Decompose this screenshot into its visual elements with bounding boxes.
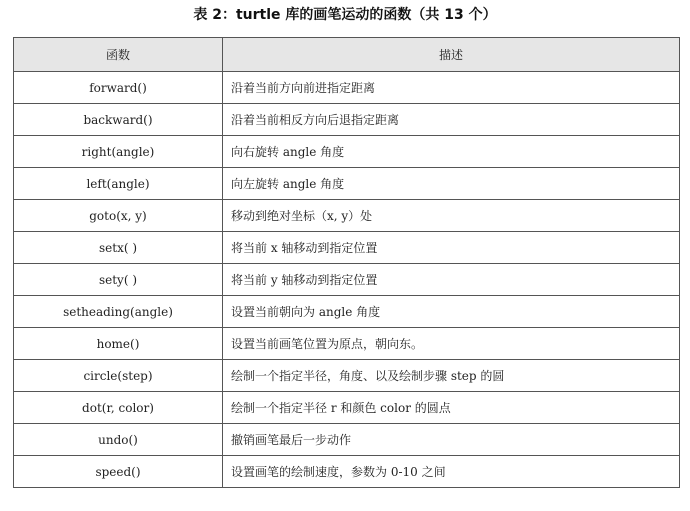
table-row [14,456,680,488]
table-row [14,392,680,424]
function-cell: circle(step) [14,360,223,392]
table-row [14,328,680,360]
function-cell: forward() [14,72,223,104]
function-cell: undo() [14,424,223,456]
table-row [14,136,680,168]
function-cell: right(angle) [14,136,223,168]
description-cell: 设置画笔的绘制速度，参数为 0-10 之间 [223,456,680,488]
description-cell: 撤销画笔最后一步动作 [223,424,680,456]
description-cell: 绘制一个指定半径，角度、以及绘制步骤 step 的圆 [223,360,680,392]
table-row [14,232,680,264]
table-row [14,72,680,104]
table-header-row [14,38,680,72]
table-row [14,296,680,328]
description-cell: 沿着当前方向前进指定距离 [223,72,680,104]
function-cell: left(angle) [14,168,223,200]
table-row [14,200,680,232]
turtle-functions-table [13,37,680,488]
description-cell: 将当前 x 轴移动到指定位置 [223,232,680,264]
table-row [14,424,680,456]
function-cell: setheading(angle) [14,296,223,328]
description-cell: 沿着当前相反方向后退指定距离 [223,104,680,136]
description-cell: 移动到绝对坐标（x, y）处 [223,200,680,232]
table-row [14,168,680,200]
description-cell: 向右旋转 angle 角度 [223,136,680,168]
function-cell: speed() [14,456,223,488]
table-row [14,360,680,392]
function-cell: backward() [14,104,223,136]
header-function: 函数 [14,38,223,72]
description-cell: 向左旋转 angle 角度 [223,168,680,200]
header-description: 描述 [223,38,680,72]
function-cell: dot(r, color) [14,392,223,424]
table-row [14,104,680,136]
description-cell: 设置当前画笔位置为原点，朝向东。 [223,328,680,360]
description-cell: 将当前 y 轴移动到指定位置 [223,264,680,296]
description-cell: 绘制一个指定半径 r 和颜色 color 的圆点 [223,392,680,424]
description-cell: 设置当前朝向为 angle 角度 [223,296,680,328]
function-cell: home() [14,328,223,360]
function-cell: setx( ) [14,232,223,264]
function-cell: sety( ) [14,264,223,296]
table-title: 表 2：turtle 库的画笔运动的函数（共 13 个） [193,7,497,23]
table-row [14,264,680,296]
function-cell: goto(x, y) [14,200,223,232]
